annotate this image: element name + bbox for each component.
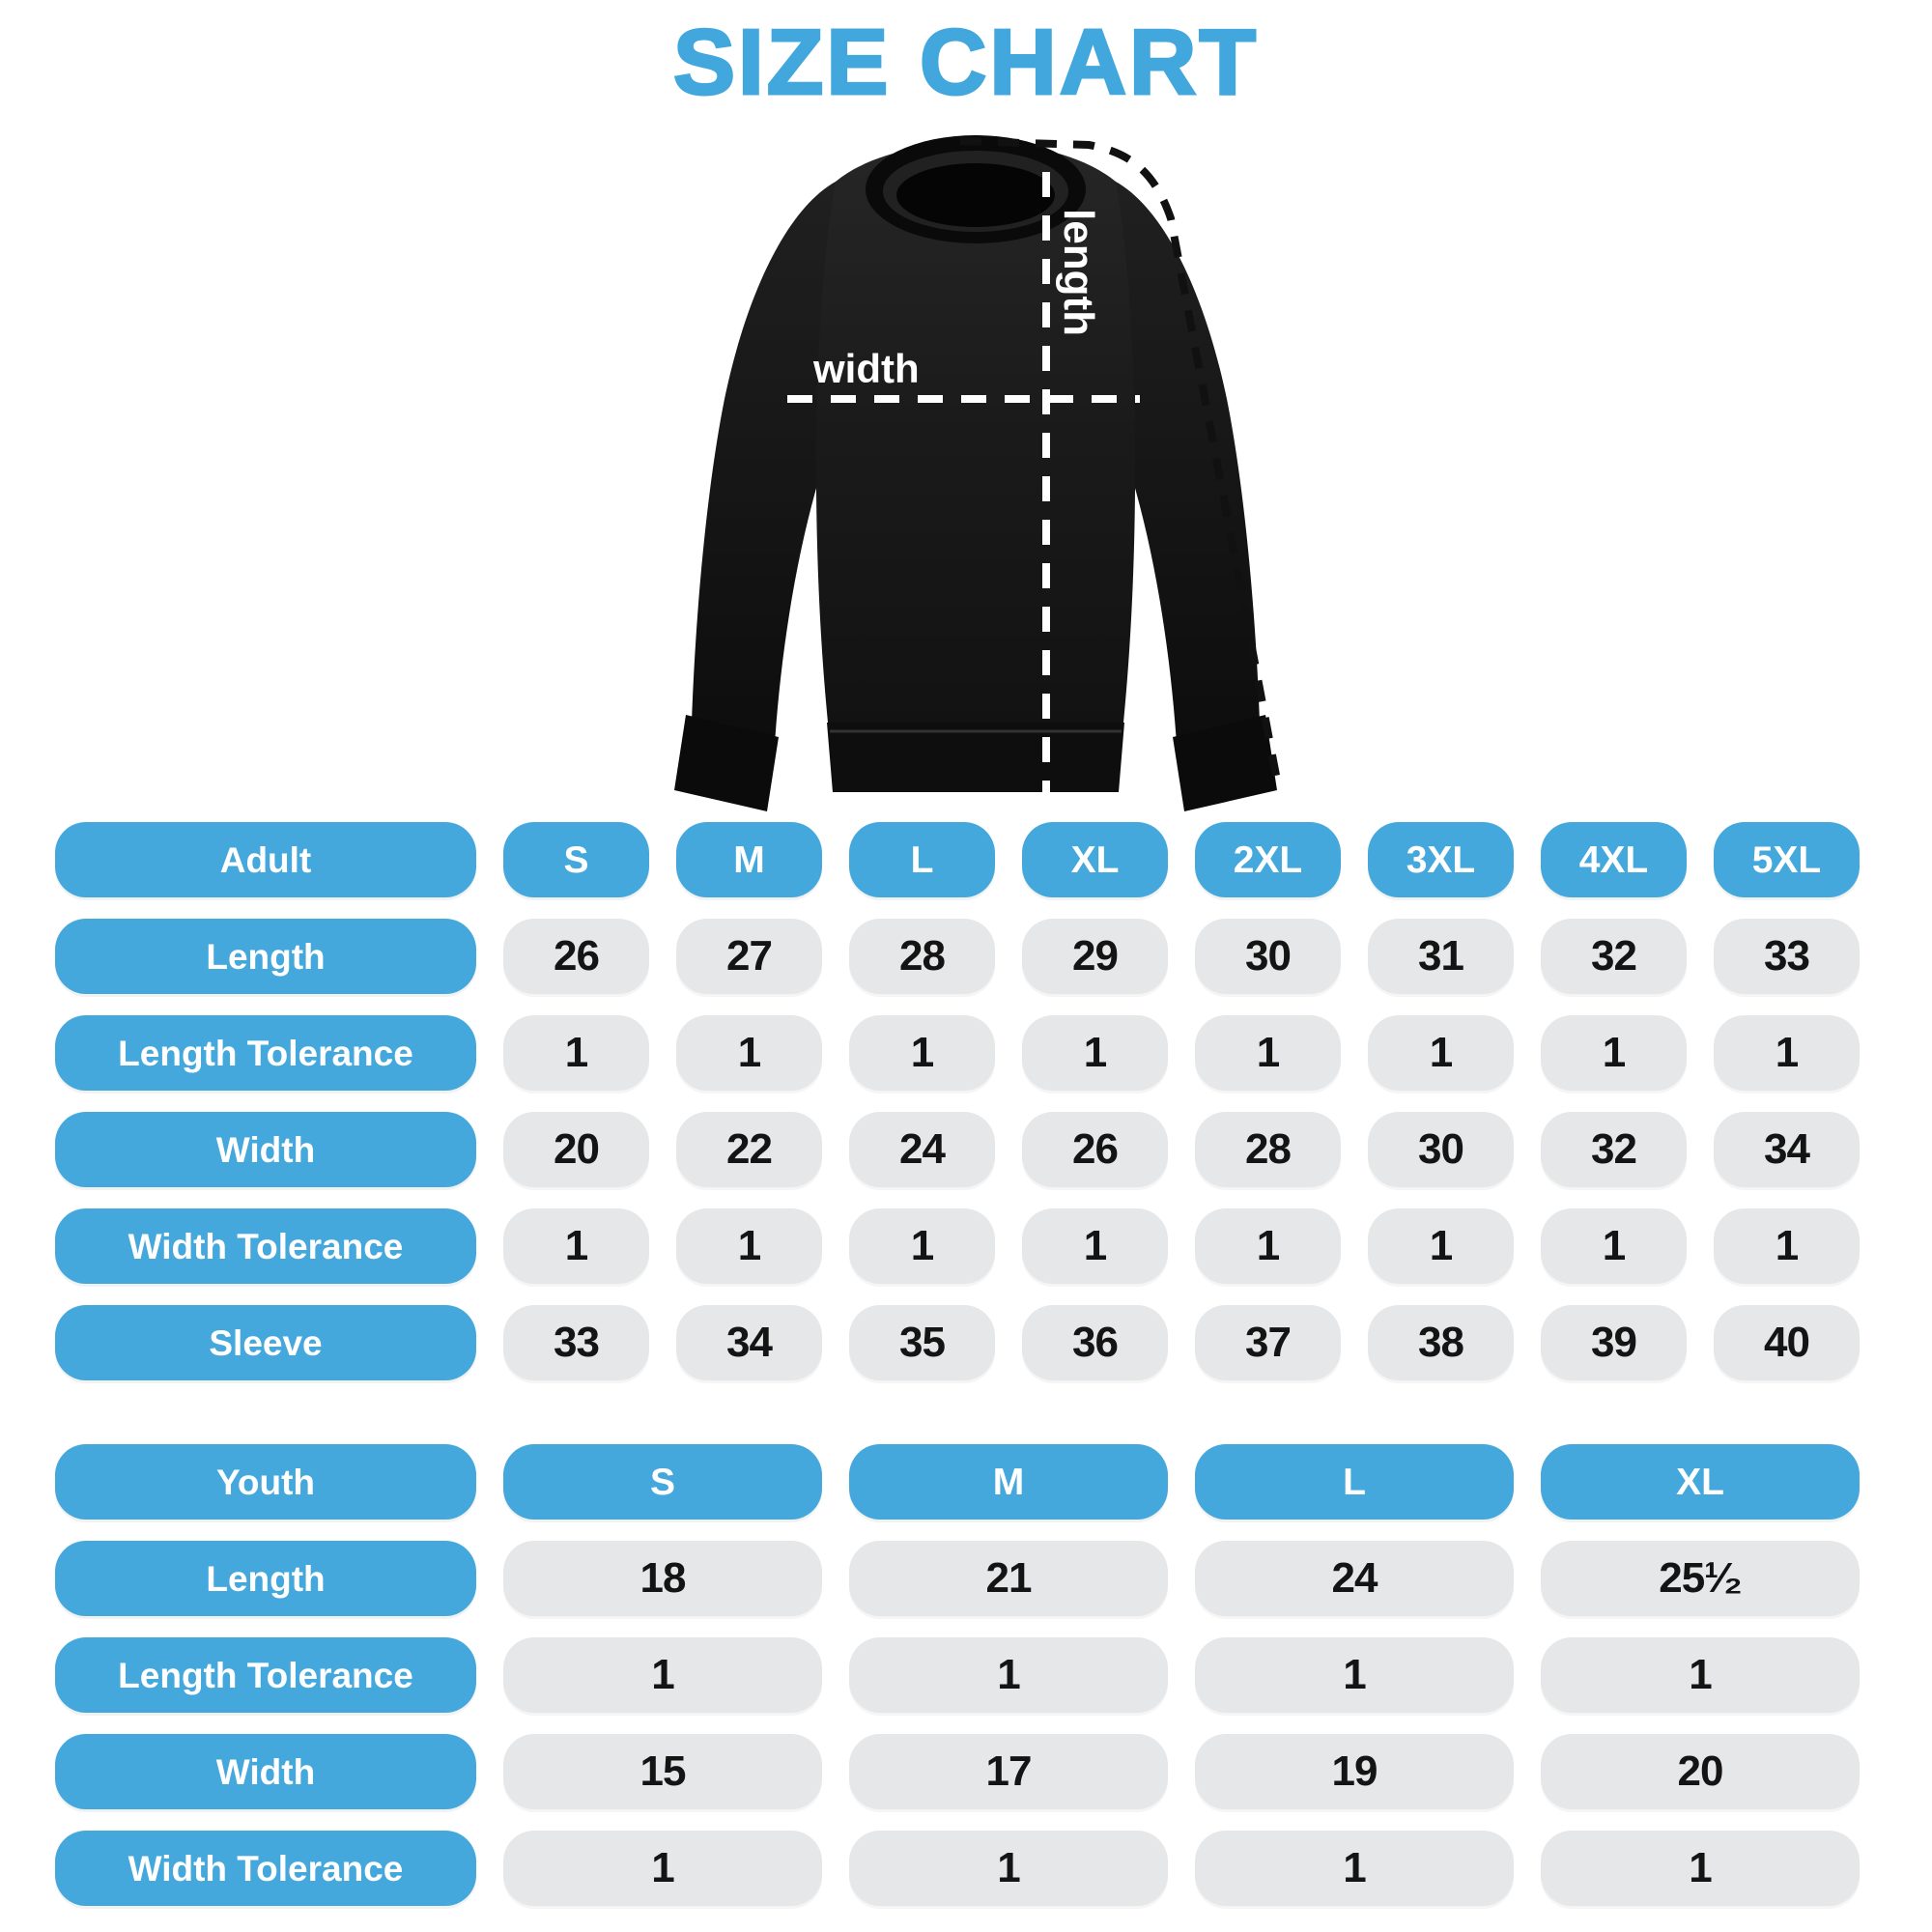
adult-size-header-4xl: 4XL [1541,822,1687,897]
youth-size-header-l: L [1195,1444,1514,1520]
hem-band [827,723,1124,792]
adult-cell-width-s: 20 [503,1112,649,1187]
youth-cell-width-tolerance-xl: 1 [1541,1831,1860,1906]
adult-size-header-3xl: 3XL [1368,822,1514,897]
adult-cell-sleeve-4xl: 39 [1541,1305,1687,1380]
adult-cell-length-2xl: 30 [1195,919,1341,994]
adult-size-header-s: S [503,822,649,897]
youth-cell-length-xl: 25¹⁄₂ [1541,1541,1860,1616]
adult-size-header-l: L [849,822,995,897]
youth-row-label-width: Width [55,1734,476,1809]
adult-cell-length-l: 28 [849,919,995,994]
adult-cell-width-tolerance-3xl: 1 [1368,1208,1514,1284]
adult-cell-length-tolerance-2xl: 1 [1195,1015,1341,1091]
adult-cell-length-tolerance-4xl: 1 [1541,1015,1687,1091]
adult-cell-width-tolerance-2xl: 1 [1195,1208,1341,1284]
sweatshirt-graphic [609,104,1343,819]
width-label: width [813,346,920,391]
youth-cell-length-l: 24 [1195,1541,1514,1616]
adult-size-header-2xl: 2XL [1195,822,1341,897]
youth-cell-length-tolerance-m: 1 [849,1637,1168,1713]
youth-cell-length-s: 18 [503,1541,822,1616]
youth-size-header-s: S [503,1444,822,1520]
adult-size-header-xl: XL [1022,822,1168,897]
adult-row-label-sleeve: Sleeve [55,1305,476,1380]
adult-cell-width-4xl: 32 [1541,1112,1687,1187]
youth-cell-width-tolerance-s: 1 [503,1831,822,1906]
youth-cell-width-m: 17 [849,1734,1168,1809]
adult-cell-width-3xl: 30 [1368,1112,1514,1187]
adult-cell-sleeve-5xl: 40 [1714,1305,1860,1380]
youth-cell-width-tolerance-l: 1 [1195,1831,1514,1906]
adult-cell-sleeve-l: 35 [849,1305,995,1380]
adult-row-label-width: Width [55,1112,476,1187]
adult-group-header: Adult [55,822,476,897]
adult-cell-width-2xl: 28 [1195,1112,1341,1187]
adult-cell-width-tolerance-s: 1 [503,1208,649,1284]
adult-cell-width-tolerance-m: 1 [676,1208,822,1284]
youth-cell-length-m: 21 [849,1541,1168,1616]
youth-cell-width-l: 19 [1195,1734,1514,1809]
adult-cell-length-3xl: 31 [1368,919,1514,994]
adult-size-header-5xl: 5XL [1714,822,1860,897]
adult-size-table [55,822,1860,1380]
youth-cell-width-tolerance-m: 1 [849,1831,1168,1906]
adult-cell-width-tolerance-4xl: 1 [1541,1208,1687,1284]
adult-cell-length-tolerance-m: 1 [676,1015,822,1091]
adult-cell-length-tolerance-l: 1 [849,1015,995,1091]
sweatshirt-diagram [609,104,1343,819]
adult-cell-length-s: 26 [503,919,649,994]
adult-cell-length-5xl: 33 [1714,919,1860,994]
youth-row-label-length-tolerance: Length Tolerance [55,1637,476,1713]
collar-inner [896,163,1055,227]
adult-cell-sleeve-s: 33 [503,1305,649,1380]
youth-cell-width-s: 15 [503,1734,822,1809]
youth-size-table [55,1444,1860,1906]
youth-row-label-length: Length [55,1541,476,1616]
adult-cell-width-xl: 26 [1022,1112,1168,1187]
adult-cell-length-tolerance-5xl: 1 [1714,1015,1860,1091]
youth-size-header-m: M [849,1444,1168,1520]
adult-cell-width-tolerance-5xl: 1 [1714,1208,1860,1284]
page-title: SIZE CHART [673,11,1259,114]
adult-cell-length-tolerance-xl: 1 [1022,1015,1168,1091]
adult-row-label-length-tolerance: Length Tolerance [55,1015,476,1091]
youth-cell-length-tolerance-l: 1 [1195,1637,1514,1713]
adult-cell-length-m: 27 [676,919,822,994]
adult-cell-length-tolerance-s: 1 [503,1015,649,1091]
adult-cell-width-m: 22 [676,1112,822,1187]
adult-cell-width-tolerance-l: 1 [849,1208,995,1284]
adult-size-header-m: M [676,822,822,897]
youth-row-label-width-tolerance: Width Tolerance [55,1831,476,1906]
sleeve-label: sleeve [1219,272,1309,412]
adult-cell-sleeve-xl: 36 [1022,1305,1168,1380]
youth-cell-length-tolerance-xl: 1 [1541,1637,1860,1713]
adult-cell-sleeve-2xl: 37 [1195,1305,1341,1380]
youth-size-header-xl: XL [1541,1444,1860,1520]
adult-cell-length-xl: 29 [1022,919,1168,994]
length-label: length [1055,209,1102,336]
youth-group-header: Youth [55,1444,476,1520]
adult-row-label-width-tolerance: Width Tolerance [55,1208,476,1284]
youth-cell-length-tolerance-s: 1 [503,1637,822,1713]
adult-cell-length-4xl: 32 [1541,919,1687,994]
adult-cell-length-tolerance-3xl: 1 [1368,1015,1514,1091]
youth-cell-width-xl: 20 [1541,1734,1860,1809]
adult-cell-width-l: 24 [849,1112,995,1187]
adult-row-label-length: Length [55,919,476,994]
adult-cell-sleeve-m: 34 [676,1305,822,1380]
adult-cell-sleeve-3xl: 38 [1368,1305,1514,1380]
adult-cell-width-5xl: 34 [1714,1112,1860,1187]
adult-cell-width-tolerance-xl: 1 [1022,1208,1168,1284]
